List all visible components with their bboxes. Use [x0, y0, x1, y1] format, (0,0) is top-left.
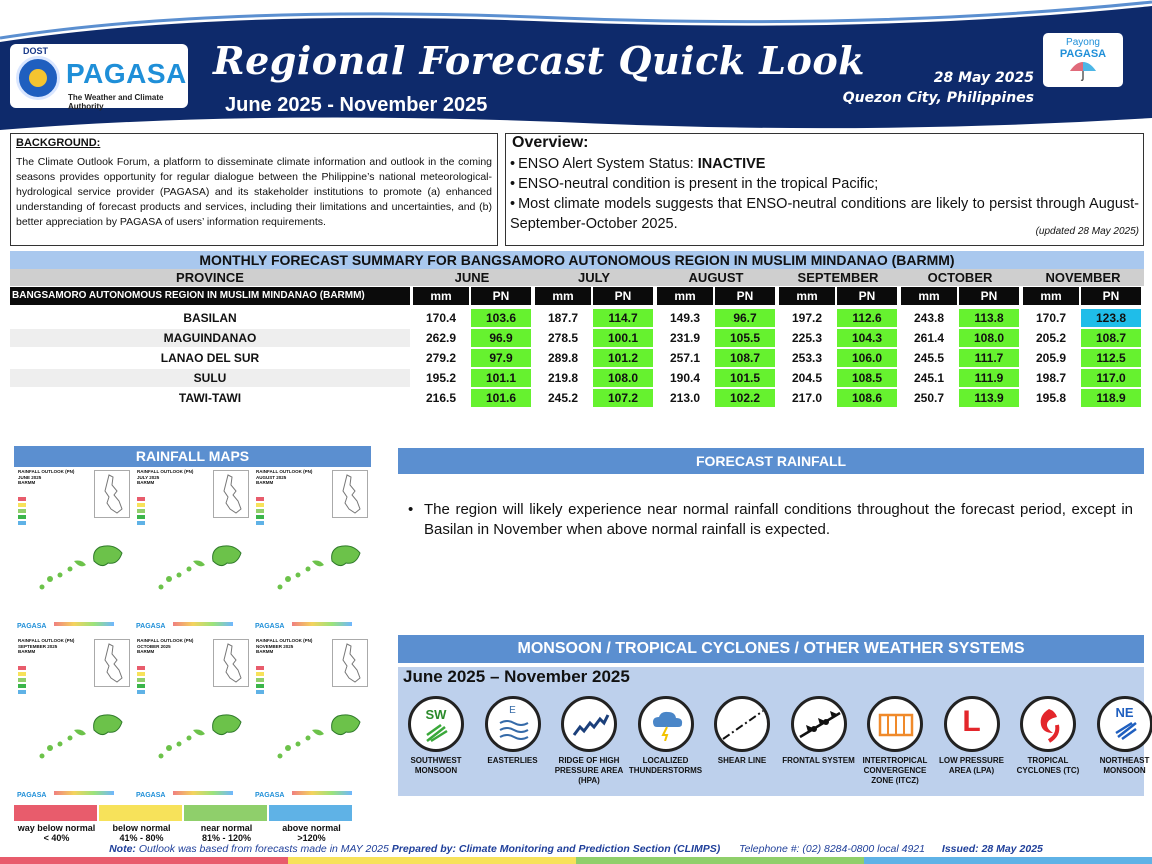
pagasa-logo: DOST PAGASA The Weather and Climate Authority — [10, 44, 188, 108]
legend-label: near normal 81% - 120% — [200, 823, 253, 843]
mm-value: 195.2 — [425, 371, 457, 385]
mm-header: mm — [535, 287, 591, 305]
ridge-hpa-icon — [561, 696, 617, 752]
pn-value: 111.7 — [959, 349, 1019, 367]
mm-value: 195.8 — [1035, 391, 1067, 405]
background-section — [10, 133, 498, 246]
mm-value: 205.2 — [1035, 331, 1067, 345]
pn-value: 108.7 — [715, 349, 775, 367]
southwest-monsoon-icon: SW — [408, 696, 464, 752]
mm-value: 231.9 — [669, 331, 701, 345]
barmm-map-shapes — [268, 708, 368, 778]
pn-value: 113.9 — [959, 389, 1019, 407]
pn-header: PN — [837, 287, 897, 305]
pn-value: 97.9 — [471, 349, 531, 367]
mm-value: 289.8 — [547, 351, 579, 365]
weather-system-label: SOUTHWEST MONSOON — [410, 756, 462, 775]
mm-header: mm — [901, 287, 957, 305]
mm-value: 190.4 — [669, 371, 701, 385]
pn-value: 103.6 — [471, 309, 531, 327]
philippines-locator-map — [332, 639, 368, 687]
weather-system-label: LOCALIZED THUNDERSTORMS — [628, 756, 703, 775]
weather-systems-title: MONSOON / TROPICAL CYCLONES / OTHER WEATHER SYSTEMS — [398, 635, 1144, 663]
map-legend-swatches — [137, 495, 145, 525]
month-header: AUGUST — [688, 270, 744, 285]
weather-system-item — [1087, 696, 1152, 776]
map-pagasa-logo: PAGASA — [136, 792, 166, 799]
overview-line: • ENSO-neutral condition is present in the tropical Pacific; — [510, 176, 879, 192]
philippines-locator-map — [94, 470, 130, 518]
region-name: BANGSAMORO AUTONOMOUS REGION IN MUSLIM MINDANAO (BARMM) — [10, 287, 410, 305]
pn-value: 102.2 — [715, 389, 775, 407]
thunderstorm-icon — [638, 696, 694, 752]
mm-value: 217.0 — [791, 391, 823, 405]
mm-value: 253.3 — [791, 351, 823, 365]
legend-color — [99, 805, 182, 821]
weather-system-label: NORTHEAST MONSOON — [1099, 756, 1150, 775]
province-name: MAGUINDANAO — [163, 331, 257, 345]
pn-value: 108.0 — [959, 329, 1019, 347]
pn-value: 108.5 — [837, 369, 897, 387]
legend-color — [14, 805, 97, 821]
legend-color — [184, 805, 267, 821]
province-name: BASILAN — [183, 311, 237, 325]
overview-line: • Most climate models suggests that ENSO-neutral conditions are likely to persist through August-September-October 2025. — [510, 196, 1139, 232]
mm-header: mm — [779, 287, 835, 305]
weather-systems-panel — [398, 667, 1150, 796]
province-name: SULU — [193, 371, 227, 385]
rainfall-maps-title: RAINFALL MAPS — [14, 446, 371, 467]
overview-heading: Overview: — [512, 134, 589, 151]
weather-system-item — [1010, 696, 1086, 776]
map-legend-swatches — [256, 664, 264, 694]
map-legend-swatches — [137, 664, 145, 694]
pn-value: 101.5 — [715, 369, 775, 387]
mm-value: 219.8 — [547, 371, 579, 385]
pn-value: 96.9 — [471, 329, 531, 347]
pn-value: 117.0 — [1081, 369, 1141, 387]
map-pagasa-logo: PAGASA — [17, 792, 47, 799]
issue-date: 28 May 2025 — [933, 70, 1034, 86]
footer-color-bar — [0, 857, 1152, 864]
month-header: OCTOBER — [927, 270, 993, 285]
mm-value: 205.9 — [1035, 351, 1067, 365]
barmm-map-shapes — [149, 708, 249, 778]
lpa-icon: L — [944, 696, 1000, 752]
easterlies-icon: E — [485, 696, 541, 752]
philippines-locator-map — [213, 470, 249, 518]
overview-updated: (updated 28 May 2025) — [1035, 226, 1139, 237]
mm-value: 262.9 — [425, 331, 457, 345]
month-header: NOVEMBER — [1045, 270, 1121, 285]
philippines-locator-map — [332, 470, 368, 518]
map-title: RAINFALL OUTLOOK (PN) AUGUST 2025 BARMM — [256, 469, 313, 485]
pn-header: PN — [1081, 287, 1141, 305]
map-pagasa-logo: PAGASA — [255, 792, 285, 799]
weather-system-label: SHEAR LINE — [717, 756, 767, 765]
pn-header: PN — [715, 287, 775, 305]
map-scale-bar — [173, 791, 233, 795]
rainfall-map-thumbnail — [14, 467, 133, 636]
frontal-system-icon — [791, 696, 847, 752]
philippines-locator-map — [213, 639, 249, 687]
mm-value: 170.4 — [425, 311, 457, 325]
mm-value: 149.3 — [669, 311, 701, 325]
mm-header: mm — [657, 287, 713, 305]
mm-value: 245.1 — [913, 371, 945, 385]
mm-value: 187.7 — [547, 311, 579, 325]
legend-label: above normal >120% — [282, 823, 341, 843]
umbrella-icon — [1068, 60, 1098, 82]
mm-header: mm — [413, 287, 469, 305]
overview-section — [505, 133, 1144, 246]
pn-value: 104.3 — [837, 329, 897, 347]
pn-value: 113.8 — [959, 309, 1019, 327]
mm-value: 245.5 — [913, 351, 945, 365]
pn-value: 114.7 — [593, 309, 653, 327]
pn-header: PN — [593, 287, 653, 305]
month-header: JUNE — [454, 270, 490, 285]
weather-system-item — [628, 696, 704, 776]
pn-value: 108.0 — [593, 369, 653, 387]
issue-info — [843, 68, 1034, 108]
philippines-locator-map — [94, 639, 130, 687]
map-pagasa-logo: PAGASA — [17, 623, 47, 630]
mm-value: 261.4 — [913, 331, 945, 345]
mm-value: 250.7 — [913, 391, 945, 405]
mm-value: 170.7 — [1035, 311, 1067, 325]
weather-system-item — [781, 696, 857, 766]
mm-value: 243.8 — [913, 311, 945, 325]
pn-value: 118.9 — [1081, 389, 1141, 407]
issue-location: Quezon City, Philippines — [842, 90, 1034, 106]
map-pagasa-logo: PAGASA — [255, 623, 285, 630]
mm-value: 278.5 — [547, 331, 579, 345]
barmm-map-shapes — [30, 708, 130, 778]
pn-value: 112.6 — [837, 309, 897, 327]
pn-value: 101.6 — [471, 389, 531, 407]
pn-value: 101.2 — [593, 349, 653, 367]
mm-value: 213.0 — [669, 391, 701, 405]
rainfall-map-thumbnail — [252, 636, 371, 805]
province-header: PROVINCE — [176, 270, 244, 285]
mm-value: 197.2 — [791, 311, 823, 325]
map-legend-swatches — [256, 495, 264, 525]
rainfall-map-thumbnail — [133, 467, 252, 636]
map-legend-swatches — [18, 664, 26, 694]
forecast-rainfall-text: • The region will likely experience near normal rainfall conditions throughout the forecast period, except in Basilan in November when above normal rainfall is expected. — [408, 501, 1133, 538]
map-scale-bar — [54, 622, 114, 626]
map-title: RAINFALL OUTLOOK (PN) SEPTEMBER 2025 BARMM — [18, 638, 75, 654]
table-header — [10, 269, 1144, 286]
mm-value: 257.1 — [669, 351, 701, 365]
mm-value: 225.3 — [791, 331, 823, 345]
overview-enso-status: • ENSO Alert System Status: INACTIVE — [510, 156, 766, 172]
forecast-rainfall-title: FORECAST RAINFALL — [398, 448, 1144, 474]
background-heading: BACKGROUND: — [16, 137, 101, 149]
province-name: LANAO DEL SUR — [160, 351, 260, 365]
mm-value: 279.2 — [425, 351, 457, 365]
mm-value: 216.5 — [425, 391, 457, 405]
map-title: RAINFALL OUTLOOK (PN) JULY 2025 BARMM — [137, 469, 194, 485]
weather-system-item — [551, 696, 627, 786]
map-scale-bar — [54, 791, 114, 795]
weather-system-label: LOW PRESSURE AREA (LPA) — [939, 756, 1004, 775]
map-scale-bar — [292, 791, 352, 795]
pn-value: 111.9 — [959, 369, 1019, 387]
weather-system-item — [704, 696, 780, 766]
mm-value: 204.5 — [791, 371, 823, 385]
barmm-map-shapes — [268, 539, 368, 609]
northeast-monsoon-icon: NE — [1097, 696, 1152, 752]
pn-value: 101.1 — [471, 369, 531, 387]
mm-header: mm — [1023, 287, 1079, 305]
map-scale-bar — [292, 622, 352, 626]
rainfall-map-thumbnail — [14, 636, 133, 805]
pn-header: PN — [471, 287, 531, 305]
map-title: RAINFALL OUTLOOK (PN) NOVEMBER 2025 BARMM — [256, 638, 313, 654]
weather-system-label: INTERTROPICAL CONVERGENCE ZONE (ITCZ) — [862, 756, 928, 785]
pagasa-seal-icon — [16, 56, 60, 100]
weather-system-label: TROPICAL CYCLONES (TC) — [1016, 756, 1080, 775]
shear-line-icon — [714, 696, 770, 752]
pn-value: 123.8 — [1081, 309, 1141, 327]
footer-note: Note: Outlook was based from forecasts made in MAY 2025 Prepared by: Climate Monitoring and Prediction Section (CLIMPS) Telephone #: (02) 8284-0800 local 4921 Issued: 28 May 2025 — [109, 843, 1043, 855]
province-name: TAWI-TAWI — [178, 391, 242, 405]
legend-label: below normal 41% - 80% — [112, 823, 171, 843]
pn-value: 107.2 — [593, 389, 653, 407]
rainfall-maps-grid — [14, 467, 371, 805]
barmm-map-shapes — [30, 539, 130, 609]
page-title: Regional Forecast Quick Look — [213, 38, 866, 83]
rainfall-map-thumbnail — [133, 636, 252, 805]
map-legend-swatches — [18, 495, 26, 525]
barmm-map-shapes — [149, 539, 249, 609]
tropical-cyclone-icon — [1020, 696, 1076, 752]
month-header: JULY — [577, 270, 611, 285]
pn-value: 106.0 — [837, 349, 897, 367]
weather-system-item — [857, 696, 933, 786]
payong-pagasa-logo: Payong PAGASA — [1043, 33, 1123, 87]
map-title: RAINFALL OUTLOOK (PN) OCTOBER 2025 BARMM — [137, 638, 194, 654]
pn-header: PN — [959, 287, 1019, 305]
rainfall-map-thumbnail — [252, 467, 371, 636]
legend-color — [269, 805, 352, 821]
weather-system-item — [398, 696, 474, 776]
table-title: MONTHLY FORECAST SUMMARY FOR BANGSAMORO AUTONOMOUS REGION IN MUSLIM MINDANAO (BARMM) — [10, 251, 1144, 269]
pn-value: 108.7 — [1081, 329, 1141, 347]
weather-system-label: RIDGE OF HIGH PRESSURE AREA (HPA) — [554, 756, 624, 785]
background-text: The Climate Outlook Forum, a platform to disseminate climate information and outlook in the coming seasons provides opportunity for regular dialogue between the Philippine’s national meteorological-hydrological service provider (PAGASA) and its stakeholder institutions to promote (a) enhanced understanding of forecast products and services, including their limitations and uncertainties, and (b) better appreciation by PAGASA of users’ information requirements. — [16, 156, 492, 228]
pn-value: 112.5 — [1081, 349, 1141, 367]
mm-value: 245.2 — [547, 391, 579, 405]
pn-value: 105.5 — [715, 329, 775, 347]
weather-system-label: EASTERLIES — [487, 756, 538, 765]
weather-system-item — [475, 696, 551, 766]
forecast-period: June 2025 - November 2025 — [225, 94, 488, 116]
mm-value: 198.7 — [1035, 371, 1067, 385]
map-scale-bar — [173, 622, 233, 626]
itcz-icon — [867, 696, 923, 752]
month-header: SEPTEMBER — [797, 270, 879, 285]
weather-system-label: FRONTAL SYSTEM — [782, 756, 855, 765]
map-title: RAINFALL OUTLOOK (PN) JUNE 2025 BARMM — [18, 469, 75, 485]
weather-systems-period: June 2025 – November 2025 — [403, 667, 630, 686]
weather-system-item — [934, 696, 1010, 776]
map-pagasa-logo: PAGASA — [136, 623, 166, 630]
pn-value: 100.1 — [593, 329, 653, 347]
pn-value: 108.6 — [837, 389, 897, 407]
pn-value: 96.7 — [715, 309, 775, 327]
legend-label: way below normal < 40% — [17, 823, 96, 843]
